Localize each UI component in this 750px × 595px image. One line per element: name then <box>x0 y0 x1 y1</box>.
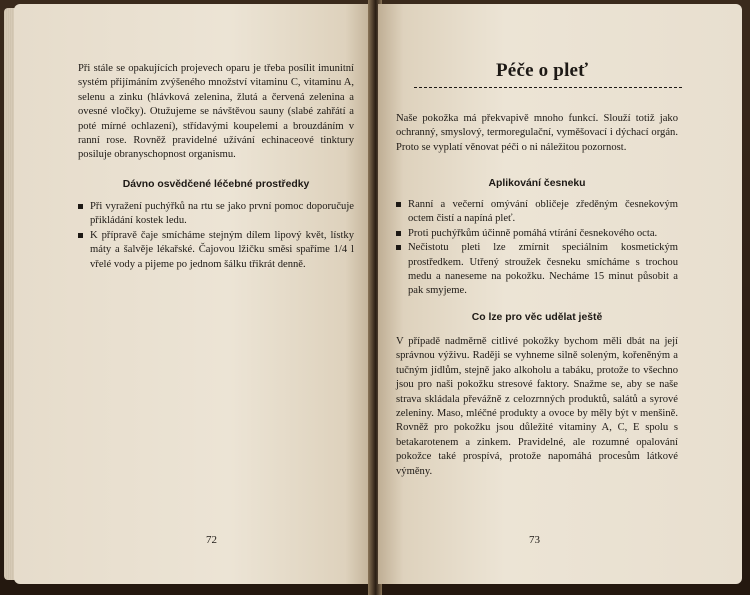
section-heading-more: Co lze pro věc udělat ještě <box>471 312 603 323</box>
bullet-text: Nečistotu pleti lze zmírnit speciálním kosmetickým prostředkem. Utřený stroužek česneku smícháme s trochou medu a naneseme na pokožku. Necháme 15 minut působit a pak smyjeme. <box>408 242 678 297</box>
right-page-number: 73 <box>529 534 540 546</box>
left-page-number: 72 <box>206 534 217 546</box>
bullet-text: Ranní a večerní omývání obličeje zředěným česnekovým octem čistí a napíná pleť. <box>408 199 678 225</box>
bullet-marker <box>78 233 83 238</box>
chapter-title: Péče o pleť <box>496 60 589 81</box>
bullet-text: K přípravě čaje smícháme stejným dílem lipový květ, lístky máty a šalvěje lékařské. Čajovou lžičku směsi spaříme 1/4 l vřelé vody a pijeme po jednom šálku třikrát denně. <box>90 229 354 270</box>
right-intro-paragraph: Naše pokožka má překvapivě mnoho funkcí. Slouží totiž jako ochranný, smyslový, termoregulační, vyměšovací i dýchací orgán. Proto se vyplatí věnovat péči o ni náležitou pozornost. <box>396 113 678 153</box>
left-section-heading: Dávno osvědčené léčebné prostředky <box>122 179 310 190</box>
list-item <box>396 241 678 299</box>
bullet-marker <box>396 231 401 236</box>
bullet-text: Při vyražení puchýřků na rtu se jako první pomoc doporučuje přikládání kostek ledu. <box>90 201 354 227</box>
list-item <box>78 200 354 229</box>
section-heading-garlic: Aplikování česneku <box>488 178 586 189</box>
left-page <box>14 4 374 584</box>
garlic-bullet-list <box>396 198 678 299</box>
right-page <box>378 4 742 584</box>
bullet-text: Proti puchýřkům účinně pomáhá vtírání česnekového octa. <box>408 227 658 239</box>
bullet-marker <box>78 204 83 209</box>
list-item <box>396 227 678 241</box>
title-dashed-rule <box>414 87 682 88</box>
right-section2-paragraph: V případě nadměrně citlivé pokožky bychom měli dbát na její správnou výživu. Raději se vyhneme silně soleným, kořeněným a tučným jídlům, stejně jako alkoholu a tabáku, protože to všechno jsou pro naši pokožku stresové faktory. Snažme se, aby se naše strava skládala převážně z celozrnných produktů, salátů a syrové zeleniny. Maso, mléčné produkty a ovoce by měly být v menšině. Rovněž pro pokožku jsou důležité vitaminy A, C, E spolu s betakarotenem a zinkem. Pravidelné, ale rozumné opalování pokožce také prospívá, protože napomáhá procesům látkové výměny. <box>396 336 678 477</box>
list-item <box>78 229 354 272</box>
left-bullet-list <box>78 200 354 272</box>
bullet-marker <box>396 245 401 250</box>
list-item <box>396 198 678 227</box>
left-intro-paragraph: Při stále se opakujících projevech oparu je třeba posílit imunitní systém přijímáním zvýšeného množství vitaminu C, vitaminu A, selenu a zinku (hlávková zelenina, žlutá a červená zelenina a ovesné vločky). Otužujeme se návštěvou sauny (slabé zahřátí a poté mírné ochlazení), střídavými koupelemi a brouzdáním v ranní rose. Rovněž pravidelné užívání echinaceové tinktury posiluje obranyschopnost organismu. <box>78 63 354 161</box>
bullet-marker <box>396 202 401 207</box>
